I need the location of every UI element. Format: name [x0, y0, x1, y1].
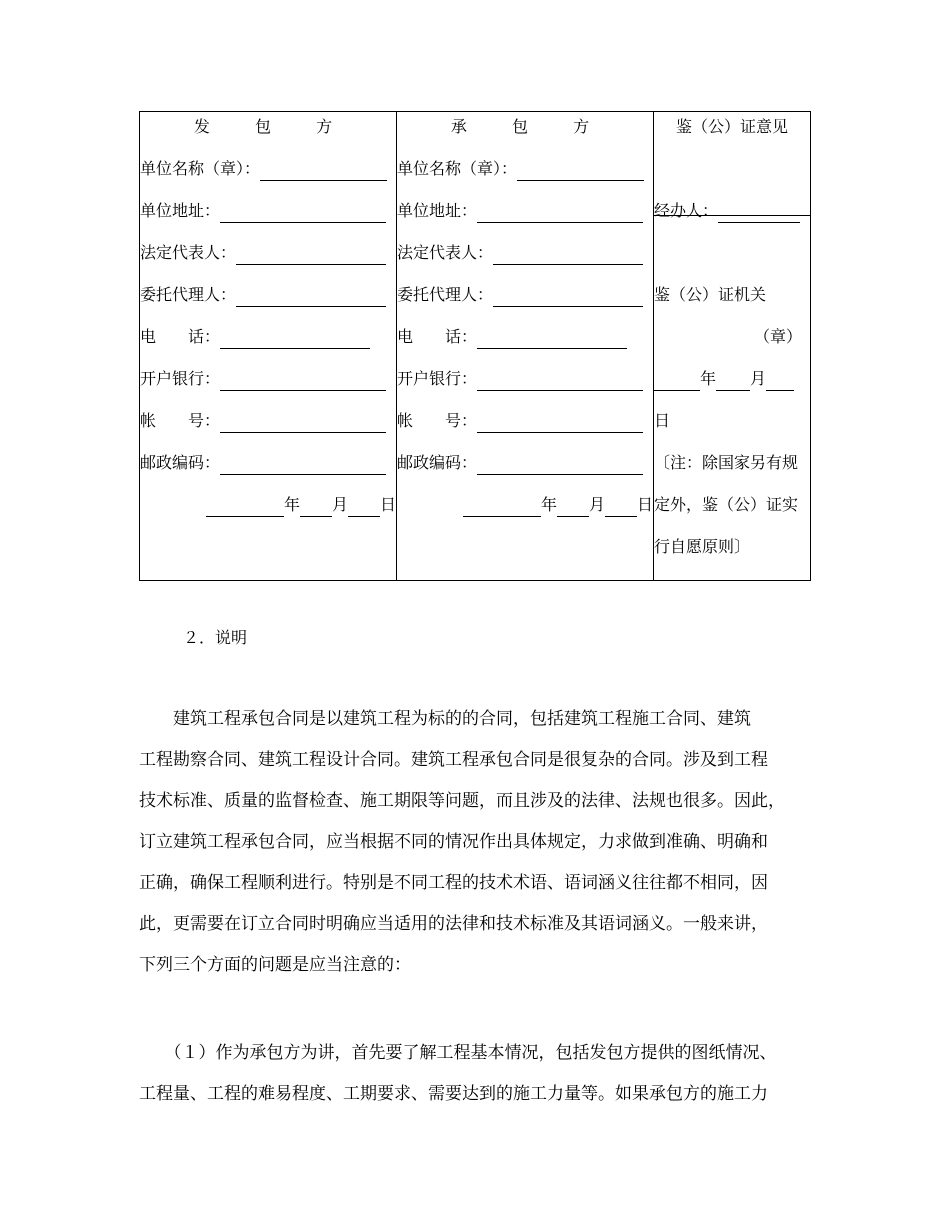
day-fill-line[interactable] [348, 496, 380, 517]
fill-line[interactable] [493, 286, 643, 307]
party-a-column [140, 112, 397, 580]
party-b-phone-row [397, 325, 653, 349]
month-fill-line[interactable] [557, 496, 589, 517]
year-label: 年 [540, 495, 557, 514]
month-label: 月 [750, 369, 767, 388]
party-a-agent-row [140, 283, 396, 307]
handler-label: 经办人： [654, 201, 719, 220]
day-fill-line[interactable] [605, 496, 637, 517]
field-label: 单位地址： [140, 201, 221, 220]
paragraph-line: 工程勘察合同、建筑工程设计合同。建筑工程承包合同是很复杂的合同。涉及到工程 [139, 750, 768, 770]
field-label: 电 话： [397, 327, 478, 346]
month-fill-line[interactable] [300, 496, 332, 517]
fill-line[interactable] [220, 454, 386, 475]
notary-seal: （章） [753, 327, 802, 346]
year-label: 年 [283, 495, 300, 514]
field-label: 单位名称（章）： [397, 159, 518, 178]
party-b-address-row [397, 199, 653, 223]
fill-line[interactable] [477, 454, 643, 475]
month-label: 月 [588, 495, 605, 514]
paragraph-line: 订立建筑工程承包合同，应当根据不同的情况作出具体规定，力求做到准确、明确和 [139, 832, 768, 852]
handler-fill-line[interactable] [718, 202, 800, 223]
party-b-postcode-row [397, 451, 653, 475]
explanation-paragraph [139, 699, 811, 986]
party-a-header: 发 包 方 [193, 117, 353, 136]
fill-line[interactable] [220, 412, 386, 433]
paragraph-line: 正确，确保工程顺利进行。特别是不同工程的技术术语、语词涵义往往都不相同，因 [139, 873, 768, 893]
year-fill-line[interactable] [654, 370, 700, 391]
fill-line[interactable] [260, 160, 387, 181]
paragraph-line: 技术标准、质量的监督检查、施工期限等问题，而且涉及的法律、法规也很多。因此， [139, 791, 785, 811]
field-label: 帐 号： [140, 411, 221, 430]
field-label: 法定代表人： [140, 243, 237, 262]
year-fill-line[interactable] [206, 496, 284, 517]
party-a-date-row [140, 493, 396, 517]
year-label: 年 [700, 369, 717, 388]
paragraph-line: 此，更需要在订立合同时明确应当适用的法律和技术标准及其语词涵义。一般来讲， [139, 914, 768, 934]
party-b-agent-row [397, 283, 653, 307]
field-label: 邮政编码： [397, 453, 478, 472]
party-a-unit-name-row [140, 157, 396, 181]
field-label: 单位名称（章）： [140, 159, 261, 178]
notary-date-row [654, 367, 810, 391]
field-label: 委托代理人： [397, 285, 494, 304]
fill-line[interactable] [477, 328, 627, 349]
year-fill-line[interactable] [463, 496, 541, 517]
day-fill-line[interactable] [766, 370, 794, 391]
field-label: 开户银行： [140, 369, 221, 388]
notary-column [654, 112, 810, 580]
day-label: 日 [379, 495, 396, 514]
party-a-address-row [140, 199, 396, 223]
party-b-unit-name-row [397, 157, 653, 181]
notary-note-line: 定外，鉴（公）证实 [654, 495, 799, 514]
month-fill-line[interactable] [716, 370, 750, 391]
fill-line[interactable] [477, 412, 643, 433]
field-label: 单位地址： [397, 201, 478, 220]
notary-note-line: 〔注：除国家另有规 [654, 453, 799, 472]
field-label: 委托代理人： [140, 285, 237, 304]
party-b-date-row [397, 493, 653, 517]
paragraph-line: 工程量、工程的难易程度、工期要求、需要达到的施工力量等。如果承包方的施工力 [139, 1084, 768, 1104]
paragraph-line: 下列三个方面的问题是应当注意的： [139, 955, 411, 975]
fill-line[interactable] [477, 202, 643, 223]
paragraph-line: （１）作为承包方为讲，首先要了解工程基本情况，包括发包方提供的图纸情况、 [139, 1043, 777, 1063]
notary-divider [654, 215, 810, 216]
party-a-legal-rep-row [140, 241, 396, 265]
fill-line[interactable] [236, 286, 386, 307]
notary-note-line: 行自愿原则〕 [654, 537, 751, 556]
section-title: ２．说明 [183, 628, 248, 647]
paragraph-line: 建筑工程承包合同是以建筑工程为标的的合同，包括建筑工程施工合同、建筑 [139, 709, 751, 729]
fill-line[interactable] [477, 370, 643, 391]
party-b-legal-rep-row [397, 241, 653, 265]
contractor-notes-paragraph [139, 1033, 811, 1115]
field-label: 开户银行： [397, 369, 478, 388]
handler-row [654, 199, 810, 223]
field-label: 帐 号： [397, 411, 478, 430]
notary-header: 鉴（公）证意见 [675, 117, 788, 136]
day-label: 日 [636, 495, 653, 514]
fill-line[interactable] [236, 244, 386, 265]
field-label: 邮政编码： [140, 453, 221, 472]
party-b-account-row [397, 409, 653, 433]
notary-authority: 鉴（公）证机关 [654, 285, 767, 304]
party-b-column [397, 112, 654, 580]
fill-line[interactable] [220, 202, 386, 223]
month-label: 月 [331, 495, 348, 514]
fill-line[interactable] [493, 244, 643, 265]
fill-line[interactable] [517, 160, 644, 181]
party-a-bank-row [140, 367, 396, 391]
notary-day-label: 日 [654, 411, 671, 430]
party-a-postcode-row [140, 451, 396, 475]
field-label: 法定代表人： [397, 243, 494, 262]
party-a-account-row [140, 409, 396, 433]
party-b-bank-row [397, 367, 653, 391]
contract-signature-table [139, 111, 811, 581]
field-label: 电 话： [140, 327, 221, 346]
fill-line[interactable] [220, 370, 386, 391]
party-b-header: 承 包 方 [450, 117, 610, 136]
party-a-phone-row [140, 325, 396, 349]
fill-line[interactable] [220, 328, 370, 349]
